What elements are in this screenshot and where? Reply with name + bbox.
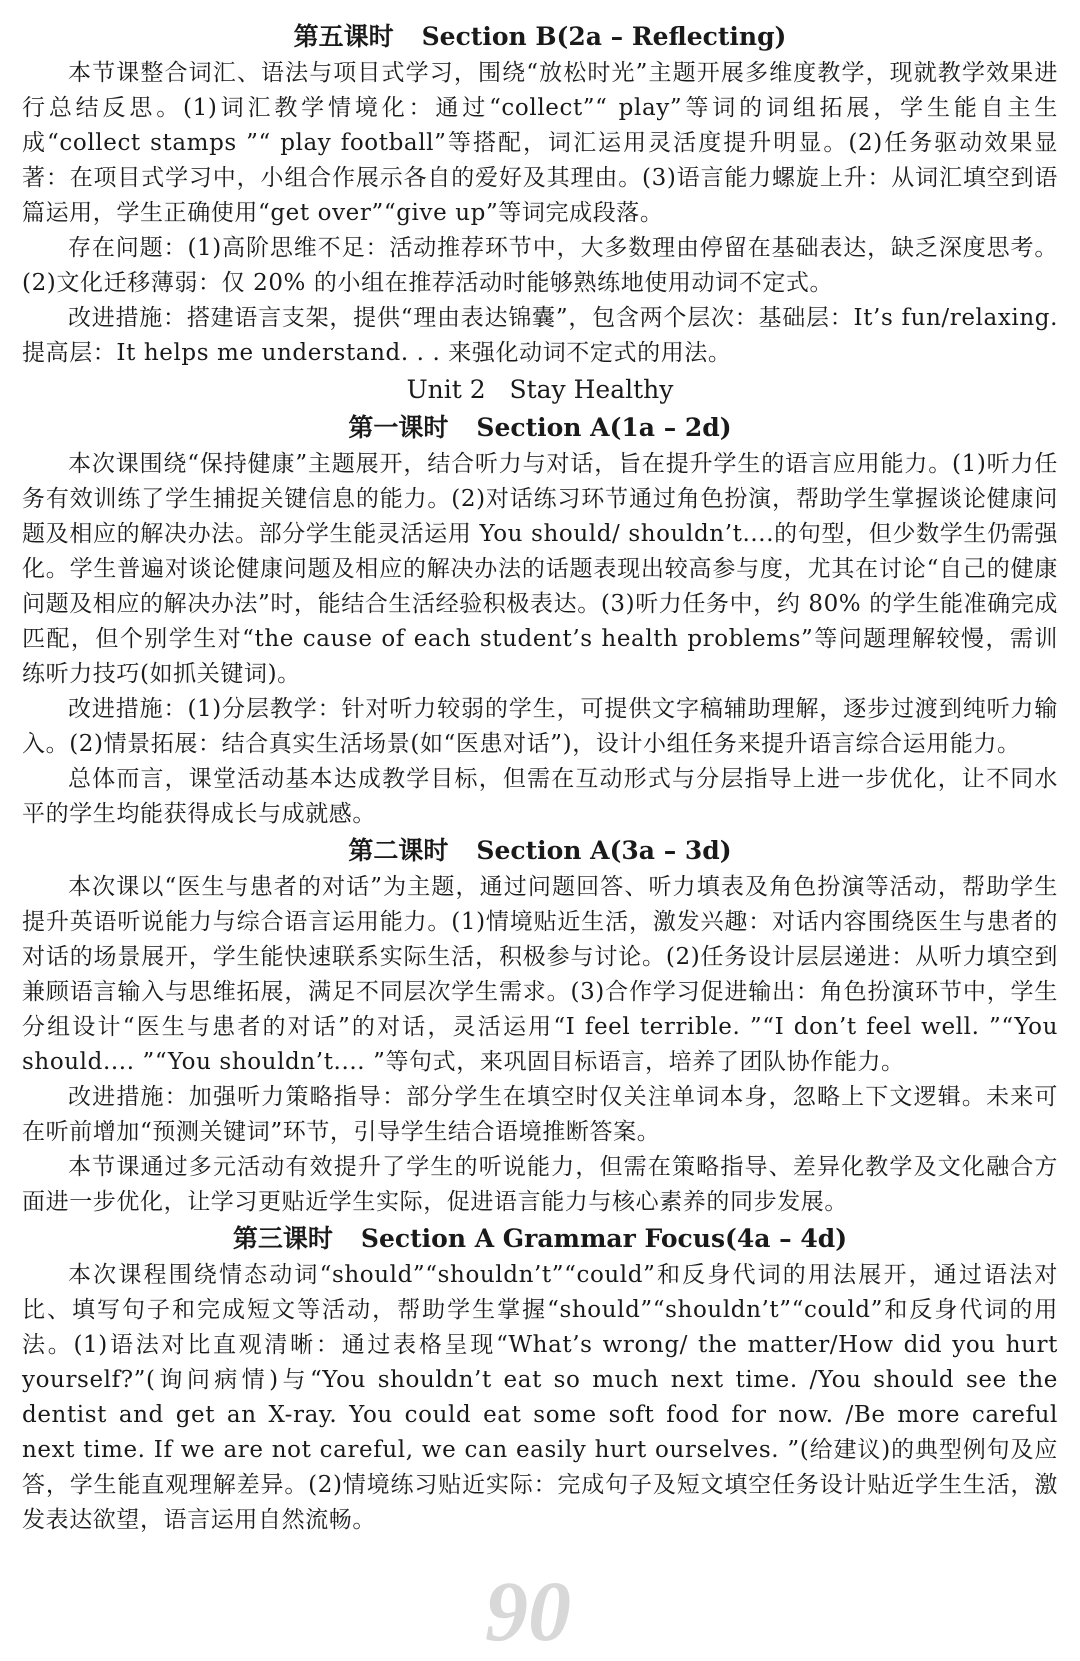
lesson-label: 第二课时 bbox=[348, 836, 449, 865]
paragraph: 总体而言，课堂活动基本达成教学目标，但需在互动形式与分层指导上进一步优化，让不同水平的学生均能获得成长与成就感。 bbox=[22, 766, 1058, 827]
lesson-heading bbox=[22, 18, 1058, 56]
lesson-heading bbox=[22, 409, 1058, 447]
paragraph: 本次课围绕“保持健康”主题展开，结合听力与对话，旨在提升学生的语言应用能力。(1)听力任务有效训练了学生捕捉关键信息的能力。(2)对话练习环节通过角色扮演，帮助学生掌握谈论健康问题及相应的解决办法。部分学生能灵活运用 You should/ shouldn’t....的句型，但少数学生仍需强化。学生普遍对谈论健康问题及相应的解决办法的话题表现出较高参与度，尤其在讨论“自己的健康问题及相应的解决办法”时，能结合生活经验积极表达。(3)听力任务中，约 80% 的学生能准确完成匹配，但个别学生对“the cause of each student’s health problems”等问题理解较慢，需训练听力技巧(如抓关键词)。 bbox=[22, 451, 1058, 687]
paragraph: 改进措施：(1)分层教学：针对听力较弱的学生，可提供文字稿辅助理解，逐步过渡到纯听力输入。(2)情景拓展：结合真实生活场景(如“医患对话”)，设计小组任务来提升语言综合运用能力。 bbox=[22, 696, 1058, 757]
paragraph: 存在问题：(1)高阶思维不足：活动推荐环节中，大多数理由停留在基础表达，缺乏深度思考。(2)文化迁移薄弱：仅 20% 的小组在推荐活动时能够熟练地使用动词不定式。 bbox=[22, 235, 1058, 296]
section-label: Section A(3a – 3d) bbox=[476, 836, 732, 865]
paragraph: 改进措施：搭建语言支架，提供“理由表达锦囊”，包含两个层次：基础层：It’s fun/relaxing. 提高层：It helps me understand. . . 来强化动词不定式的用法。 bbox=[22, 305, 1058, 366]
unit-title: Unit 2 Stay Healthy bbox=[406, 375, 674, 404]
section-label: Section A(1a – 2d) bbox=[476, 413, 732, 442]
paragraph: 本节课整合词汇、语法与项目式学习，围绕“放松时光”主题开展多维度教学，现就教学效果进行总结反思。(1)词汇教学情境化：通过“collect”“ play”等词的词组拓展，学生能自主生成“collect stamps ”“ play football”等搭配，词汇运用灵活度提升明显。(2)任务驱动效果显著：在项目式学习中，小组合作展示各自的爱好及其理由。(3)语言能力螺旋上升：从词汇填空到语篇运用，学生正确使用“get over”“give up”等词完成段落。 bbox=[22, 60, 1058, 226]
lesson-heading bbox=[22, 832, 1058, 870]
lesson-heading bbox=[22, 1220, 1058, 1258]
lesson-label: 第三课时 bbox=[232, 1224, 333, 1253]
lesson-label: 第一课时 bbox=[348, 413, 449, 442]
paragraph: 改进措施：加强听力策略指导：部分学生在填空时仅关注单词本身，忽略上下文逻辑。未来可在听前增加“预测关键词”环节，引导学生结合语境推断答案。 bbox=[22, 1084, 1058, 1145]
paragraph: 本次课以“医生与患者的对话”为主题，通过问题回答、听力填表及角色扮演等活动，帮助学生提升英语听说能力与综合语言运用能力。(1)情境贴近生活，激发兴趣：对话内容围绕医生与患者的对话的场景展开，学生能快速联系实际生活，积极参与讨论。(2)任务设计层层递进：从听力填空到兼顾语言输入与思维拓展，满足不同层次学生需求。(3)合作学习促进输出：角色扮演环节中，学生分组设计“医生与患者的对话”的对话，灵活运用“I feel terrible. ”“I don’t feel well. ”“You should.... ”“You shouldn’t.... ”等句式，来巩固目标语言，培养了团队协作能力。 bbox=[22, 874, 1058, 1075]
paragraph: 本节课通过多元活动有效提升了学生的听说能力，但需在策略指导、差异化教学及文化融合方面进一步优化，让学习更贴近学生实际，促进语言能力与核心素养的同步发展。 bbox=[22, 1154, 1058, 1215]
lesson-label: 第五课时 bbox=[293, 22, 394, 51]
section-label: Section B(2a – Reflecting) bbox=[421, 22, 787, 51]
section-label: Section A Grammar Focus(4a – 4d) bbox=[360, 1224, 848, 1253]
paragraph: 本次课程围绕情态动词“should”“shouldn’t”“could”和反身代词的用法展开，通过语法对比、填写句子和完成短文等活动，帮助学生掌握“should”“shouldn’t”“could”和反身代词的用法。(1)语法对比直观清晰：通过表格呈现“What’s wrong/ the matter/How did you hurt yourself?”(询问病情)与“You shouldn’t eat so much next time. /You should see the dentist and get an X-ray. You could eat some soft food for now. /Be more careful next time. If we are not careful, we can easily hurt ourselves. ”(给建议)的典型例句及应答，学生能直观理解差异。(2)情境练习贴近实际：完成句子及短文填空任务设计贴近学生生活，激发表达欲望，语言运用自然流畅。 bbox=[22, 1262, 1058, 1533]
page-number: 90 bbox=[485, 1563, 571, 1659]
document-page bbox=[22, 18, 1058, 1538]
